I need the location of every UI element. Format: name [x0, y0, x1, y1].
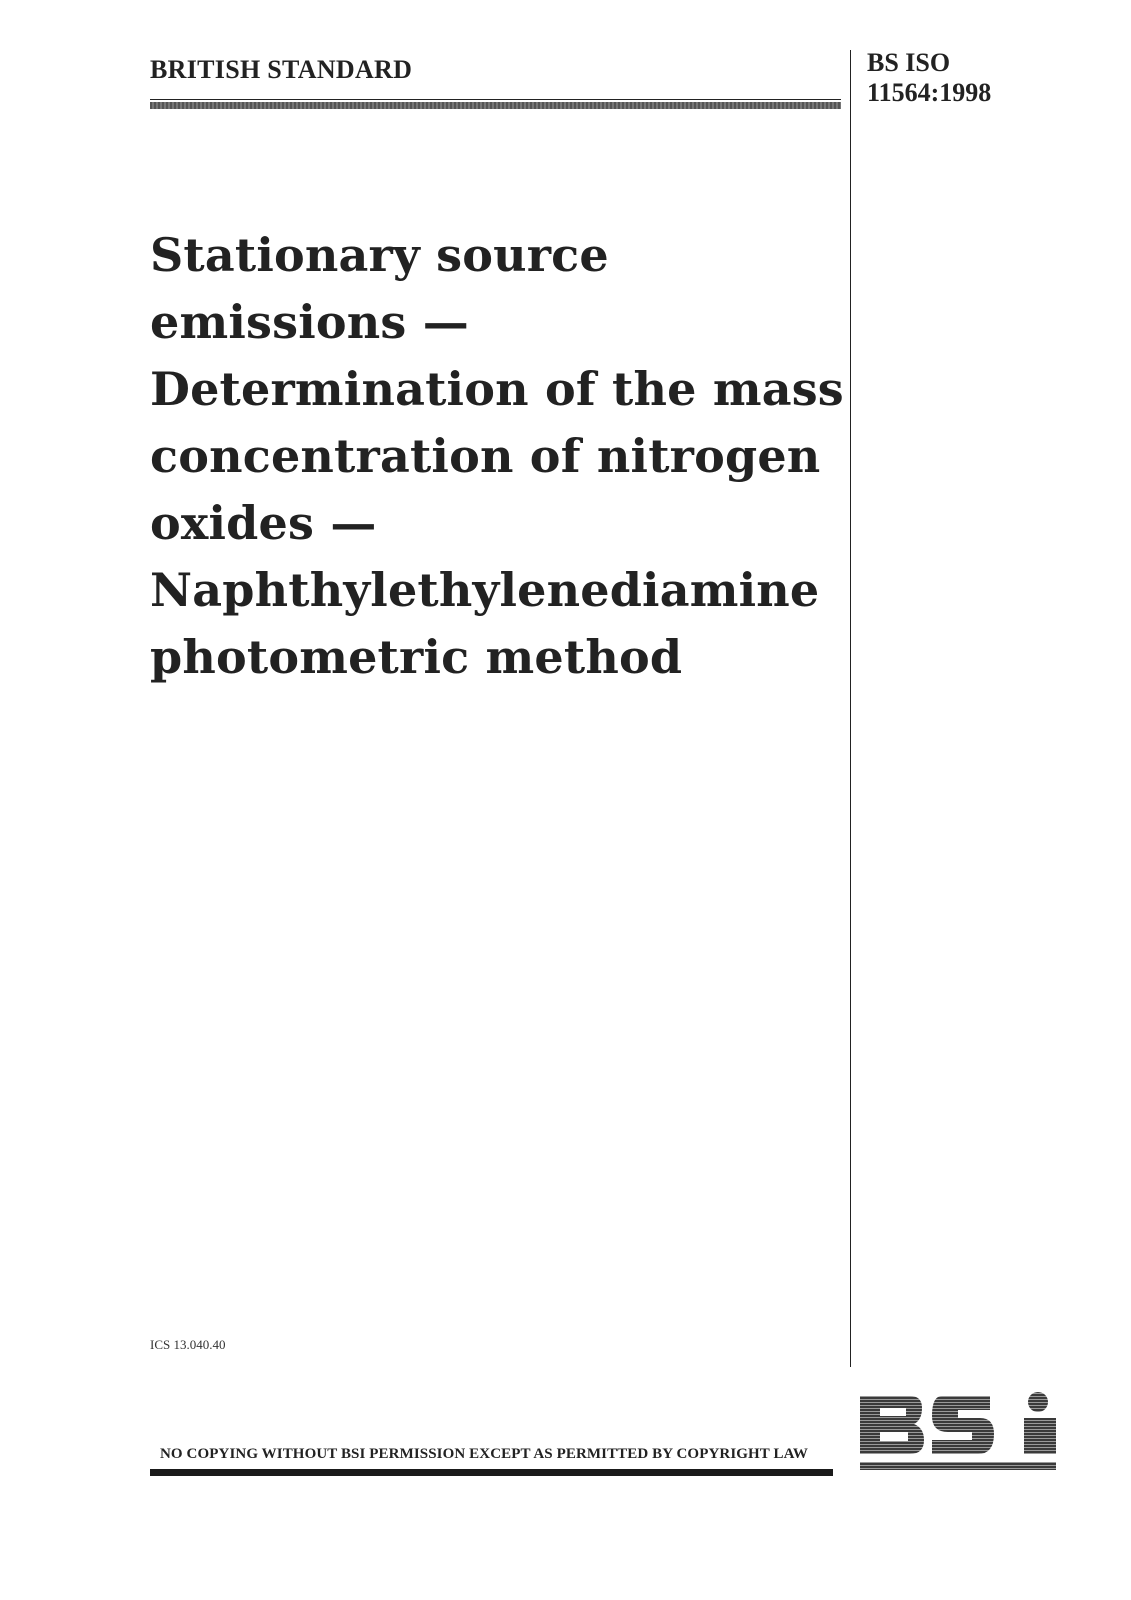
title-line: emissions —	[150, 295, 469, 349]
title-line: Determination of the mass	[150, 362, 844, 416]
vertical-divider	[850, 50, 851, 1367]
title-line: Stationary source	[150, 228, 609, 282]
title-line: concentration of nitrogen	[150, 429, 821, 483]
standard-number-line-1: BS ISO	[867, 48, 951, 77]
copyright-notice: NO COPYING WITHOUT BSI PERMISSION EXCEPT AS PERMITTED BY COPYRIGHT LAW	[160, 1446, 808, 1462]
document-title	[150, 222, 850, 691]
standard-number	[867, 48, 991, 108]
title-line: oxides —	[150, 496, 377, 550]
footer-rule	[150, 1469, 833, 1476]
standard-number-line-2: 11564:1998	[867, 78, 992, 107]
title-line: Naphthylethylenediamine	[150, 563, 820, 617]
header-rule-thick	[150, 102, 841, 109]
series-label: BRITISH STANDARD	[150, 55, 413, 84]
bsi-logo-icon	[860, 1388, 1056, 1478]
ics-code: ICS 13.040.40	[150, 1337, 226, 1352]
header-rule-thin	[150, 99, 841, 100]
title-line: photometric method	[150, 630, 683, 684]
